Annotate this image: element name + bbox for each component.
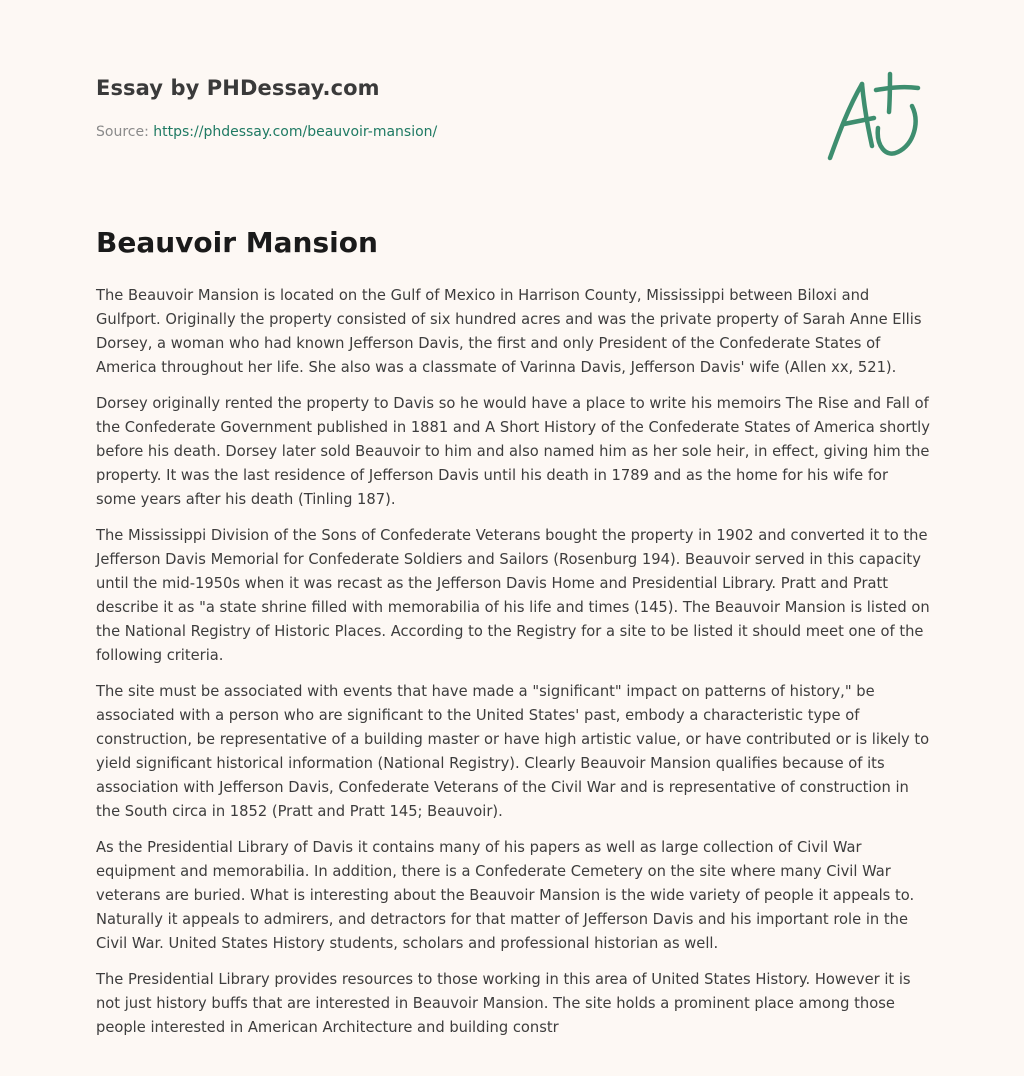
essay-paragraph: The Presidential Library provides resources to those working in this area of United States History. However it is not just history buffs that are interested in Beauvoir Mansion. The site holds a prominent place among those people interested in American Architecture and building constr bbox=[96, 971, 911, 1036]
source-link[interactable]: https://phdessay.com/beauvoir-mansion/ bbox=[153, 124, 438, 140]
essay-paragraph: Dorsey originally rented the property to Davis so he would have a place to write his memoirs The Rise and Fall of the Confederate Government published in 1881 and A Short History of the Confederate States of America shortly before his death. Dorsey later sold Beauvoir to him and also named him as her sole heir, in effect, giving him the property. It was the last residence of Jefferson Davis until his death in 1789 and as the home for his wife for some years after his death (Tinling 187). bbox=[96, 395, 930, 508]
a-plus-logo-icon bbox=[820, 66, 928, 166]
essay-paragraph: The Beauvoir Mansion is located on the Gulf of Mexico in Harrison County, Mississippi between Biloxi and Gulfport. Originally the property consisted of six hundred acres and was the private property of Sarah Anne Ellis Dorsey, a woman who had known Jefferson Davis, the first and only President of the Confederate States of America throughout her life. She also was a classmate of Varinna Davis, Jefferson Davis' wife (Allen xx, 521). bbox=[96, 287, 922, 376]
essay-paragraph: The Mississippi Division of the Sons of Confederate Veterans bought the property in 1902 and converted it to the Jefferson Davis Memorial for Confederate Soldiers and Sailors (Rosenburg 194). Beauvoir served in this capacity until the mid-1950s when it was recast as the Jefferson Davis Home and Presidential Library. Pratt and Pratt describe it as "a state shrine filled with memorabilia of his life and times (145). The Beauvoir Mansion is listed on the National Registry of Historic Places. According to the Registry for a site to be listed it should meet one of the following criteria. bbox=[96, 527, 930, 664]
source-label: Source: bbox=[96, 124, 149, 140]
source-line bbox=[96, 124, 437, 140]
site-title: Essay by PHDessay.com bbox=[96, 76, 380, 100]
essay-paragraph: The site must be associated with events that have made a "significant" impact on patterns of history," be associated with a person who are significant to the United States' past, embody a characteristic type of construction, be representative of a building master or have high artistic value, or have contributed or is likely to yield significant historical information (National Registry). Clearly Beauvoir Mansion qualifies because of its association with Jefferson Davis, Confederate Veterans of the Civil War and is representative of construction in the South circa in 1852 (Pratt and Pratt 145; Beauvoir). bbox=[96, 683, 930, 820]
essay-title: Beauvoir Mansion bbox=[96, 226, 378, 259]
essay-body bbox=[96, 284, 930, 1052]
essay-paragraph: As the Presidential Library of Davis it contains many of his papers as well as large collection of Civil War equipment and memorabilia. In addition, there is a Confederate Cemetery on the site where many Civil War veterans are buried. What is interesting about the Beauvoir Mansion is the wide variety of people it appeals to. Naturally it appeals to admirers, and detractors for that matter of Jefferson Davis and his important role in the Civil War. United States History students, scholars and professional historian as well. bbox=[96, 839, 915, 952]
